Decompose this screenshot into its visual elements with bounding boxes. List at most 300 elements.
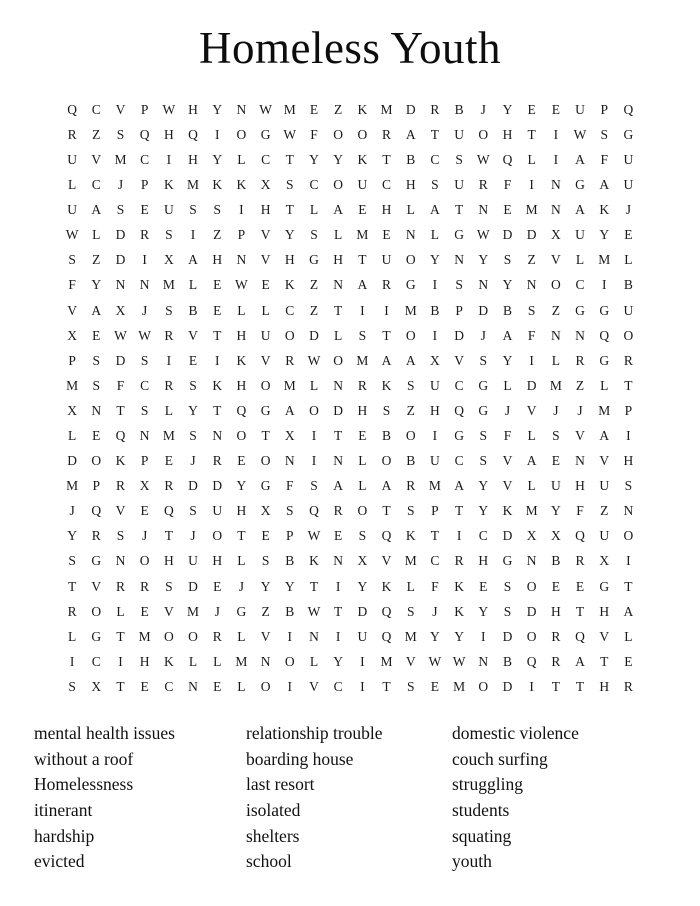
grid-letter[interactable]: G bbox=[478, 402, 489, 418]
grid-letter[interactable]: V bbox=[502, 453, 513, 469]
grid-letter[interactable]: K bbox=[405, 528, 416, 544]
grid-letter[interactable]: U bbox=[163, 202, 174, 218]
grid-letter[interactable]: N bbox=[550, 202, 561, 218]
grid-letter[interactable]: W bbox=[307, 352, 321, 368]
grid-letter[interactable]: M bbox=[283, 377, 296, 393]
word-list-item[interactable]: boarding house bbox=[246, 748, 354, 769]
grid-letter[interactable]: P bbox=[68, 352, 76, 368]
grid-letter[interactable]: D bbox=[309, 327, 319, 343]
grid-letter[interactable]: S bbox=[406, 377, 415, 393]
grid-letter[interactable]: L bbox=[237, 151, 246, 167]
grid-letter[interactable]: T bbox=[116, 402, 125, 418]
grid-letter[interactable]: H bbox=[575, 478, 585, 494]
grid-letter[interactable]: H bbox=[163, 126, 174, 142]
grid-letter[interactable]: Y bbox=[502, 101, 513, 117]
grid-letter[interactable]: T bbox=[382, 503, 391, 519]
grid-letter[interactable]: T bbox=[116, 678, 125, 694]
grid-letter[interactable]: G bbox=[405, 277, 416, 293]
grid-letter[interactable]: P bbox=[140, 101, 149, 117]
grid-letter[interactable]: I bbox=[142, 252, 147, 268]
grid-letter[interactable]: L bbox=[406, 578, 415, 594]
grid-letter[interactable]: L bbox=[67, 177, 77, 193]
grid-letter[interactable]: Q bbox=[188, 126, 198, 142]
grid-letter[interactable]: V bbox=[502, 478, 513, 494]
grid-letter[interactable]: E bbox=[382, 227, 391, 243]
grid-letter[interactable]: M bbox=[598, 252, 611, 268]
grid-letter[interactable]: D bbox=[188, 478, 198, 494]
word-list-item[interactable]: squating bbox=[452, 825, 512, 846]
word-list-item[interactable]: itinerant bbox=[34, 800, 93, 821]
grid-letter[interactable]: S bbox=[406, 603, 415, 619]
grid-letter[interactable]: S bbox=[189, 503, 197, 519]
grid-letter[interactable]: V bbox=[575, 428, 585, 444]
grid-letter[interactable]: R bbox=[382, 126, 392, 142]
grid-letter[interactable]: V bbox=[309, 678, 319, 694]
grid-letter[interactable]: C bbox=[575, 277, 585, 293]
grid-letter[interactable]: H bbox=[284, 252, 295, 268]
grid-letter[interactable]: H bbox=[405, 177, 416, 193]
grid-letter[interactable]: S bbox=[92, 377, 101, 393]
grid-letter[interactable]: W bbox=[307, 528, 321, 544]
grid-letter[interactable]: E bbox=[140, 678, 149, 694]
grid-letter[interactable]: S bbox=[455, 277, 463, 293]
grid-letter[interactable]: T bbox=[454, 202, 464, 218]
grid-letter[interactable]: O bbox=[357, 126, 368, 142]
grid-letter[interactable]: W bbox=[452, 653, 466, 669]
grid-letter[interactable]: Z bbox=[527, 252, 536, 268]
grid-letter[interactable]: Y bbox=[454, 628, 464, 644]
grid-letter[interactable]: G bbox=[91, 553, 102, 569]
grid-letter[interactable]: T bbox=[600, 653, 609, 669]
grid-letter[interactable]: T bbox=[261, 428, 270, 444]
grid-letter[interactable]: K bbox=[284, 277, 295, 293]
grid-letter[interactable]: F bbox=[286, 478, 294, 494]
grid-letter[interactable]: O bbox=[550, 277, 561, 293]
grid-letter[interactable]: X bbox=[67, 327, 77, 343]
grid-letter[interactable]: A bbox=[405, 352, 416, 368]
grid-letter[interactable]: C bbox=[285, 302, 295, 318]
word-list-item[interactable]: Homelessness bbox=[34, 774, 134, 795]
grid-letter[interactable]: J bbox=[625, 202, 632, 218]
grid-letter[interactable]: W bbox=[573, 126, 587, 142]
grid-letter[interactable]: L bbox=[92, 227, 101, 243]
grid-letter[interactable]: Y bbox=[67, 528, 77, 544]
grid-letter[interactable]: L bbox=[237, 302, 246, 318]
grid-letter[interactable]: H bbox=[333, 252, 344, 268]
grid-letter[interactable]: S bbox=[406, 678, 415, 694]
grid-letter[interactable]: R bbox=[115, 478, 125, 494]
grid-letter[interactable]: T bbox=[575, 678, 585, 694]
grid-letter[interactable]: X bbox=[260, 503, 271, 519]
grid-letter[interactable]: B bbox=[502, 302, 512, 318]
grid-letter[interactable]: W bbox=[283, 126, 297, 142]
grid-letter[interactable]: S bbox=[68, 678, 76, 694]
grid-letter[interactable]: I bbox=[69, 653, 75, 669]
grid-letter[interactable]: V bbox=[115, 101, 126, 117]
grid-letter[interactable]: Z bbox=[551, 302, 560, 318]
grid-letter[interactable]: R bbox=[454, 553, 464, 569]
grid-letter[interactable]: U bbox=[212, 503, 223, 519]
grid-letter[interactable]: D bbox=[357, 603, 368, 619]
grid-letter[interactable]: J bbox=[190, 453, 196, 469]
grid-letter[interactable]: E bbox=[213, 277, 222, 293]
grid-letter[interactable]: F bbox=[527, 327, 536, 343]
grid-letter[interactable]: M bbox=[187, 603, 200, 619]
grid-letter[interactable]: G bbox=[260, 126, 271, 142]
grid-letter[interactable]: G bbox=[599, 302, 610, 318]
grid-letter[interactable]: L bbox=[575, 252, 585, 268]
grid-letter[interactable]: F bbox=[310, 126, 318, 142]
grid-letter[interactable]: O bbox=[309, 402, 319, 418]
grid-letter[interactable]: I bbox=[214, 352, 220, 368]
word-list-item[interactable]: youth bbox=[452, 851, 492, 872]
grid-letter[interactable]: S bbox=[189, 202, 197, 218]
grid-letter[interactable]: G bbox=[478, 377, 489, 393]
grid-letter[interactable]: C bbox=[382, 177, 392, 193]
grid-letter[interactable]: J bbox=[142, 302, 148, 318]
grid-letter[interactable]: A bbox=[599, 428, 610, 444]
grid-letter[interactable]: U bbox=[67, 202, 77, 218]
grid-letter[interactable]: S bbox=[552, 428, 560, 444]
grid-letter[interactable]: A bbox=[599, 177, 610, 193]
grid-letter[interactable]: I bbox=[287, 628, 293, 644]
grid-letter[interactable]: U bbox=[357, 177, 368, 193]
grid-letter[interactable]: N bbox=[115, 553, 126, 569]
grid-letter[interactable]: A bbox=[526, 453, 537, 469]
grid-letter[interactable]: Z bbox=[309, 277, 319, 293]
grid-letter[interactable]: K bbox=[163, 177, 174, 193]
grid-letter[interactable]: O bbox=[236, 126, 247, 142]
grid-letter[interactable]: C bbox=[430, 151, 440, 167]
grid-letter[interactable]: N bbox=[550, 177, 561, 193]
grid-letter[interactable]: C bbox=[333, 678, 343, 694]
grid-letter[interactable]: Z bbox=[406, 402, 415, 418]
grid-letter[interactable]: O bbox=[260, 453, 271, 469]
grid-letter[interactable]: E bbox=[334, 528, 343, 544]
grid-letter[interactable]: I bbox=[360, 302, 365, 318]
grid-letter[interactable]: X bbox=[115, 302, 126, 318]
grid-letter[interactable]: O bbox=[405, 252, 416, 268]
grid-letter[interactable]: A bbox=[91, 202, 102, 218]
grid-letter[interactable]: T bbox=[358, 252, 367, 268]
grid-letter[interactable]: S bbox=[382, 402, 391, 418]
grid-letter[interactable]: N bbox=[139, 277, 150, 293]
grid-letter[interactable]: N bbox=[236, 101, 247, 117]
grid-letter[interactable]: M bbox=[598, 402, 611, 418]
grid-letter[interactable]: M bbox=[235, 653, 248, 669]
grid-letter[interactable]: R bbox=[212, 628, 222, 644]
grid-letter[interactable]: K bbox=[163, 653, 174, 669]
grid-letter[interactable]: X bbox=[91, 678, 102, 694]
grid-letter[interactable]: Y bbox=[599, 227, 610, 243]
grid-letter[interactable]: E bbox=[551, 578, 560, 594]
grid-letter[interactable]: R bbox=[285, 352, 295, 368]
grid-letter[interactable]: O bbox=[405, 327, 416, 343]
grid-letter[interactable]: O bbox=[526, 628, 537, 644]
grid-letter[interactable]: L bbox=[430, 227, 440, 243]
grid-letter[interactable]: A bbox=[284, 402, 295, 418]
grid-letter[interactable]: I bbox=[529, 352, 534, 368]
word-list-item[interactable]: isolated bbox=[246, 800, 301, 821]
grid-letter[interactable]: K bbox=[212, 377, 223, 393]
grid-letter[interactable]: O bbox=[405, 428, 416, 444]
grid-letter[interactable]: H bbox=[236, 377, 247, 393]
grid-letter[interactable]: L bbox=[527, 151, 536, 167]
grid-letter[interactable]: R bbox=[91, 528, 101, 544]
grid-letter[interactable]: Q bbox=[139, 126, 150, 142]
grid-letter[interactable]: F bbox=[116, 377, 125, 393]
grid-letter[interactable]: P bbox=[600, 101, 608, 117]
grid-letter[interactable]: S bbox=[116, 126, 125, 142]
grid-letter[interactable]: E bbox=[213, 578, 222, 594]
grid-letter[interactable]: T bbox=[382, 678, 391, 694]
grid-letter[interactable]: D bbox=[188, 578, 198, 594]
word-list-item[interactable]: students bbox=[452, 800, 510, 821]
grid-letter[interactable]: T bbox=[213, 402, 222, 418]
grid-letter[interactable]: K bbox=[502, 503, 513, 519]
grid-letter[interactable]: O bbox=[333, 177, 344, 193]
grid-letter[interactable]: B bbox=[551, 553, 561, 569]
grid-letter[interactable]: S bbox=[624, 478, 633, 494]
grid-letter[interactable]: V bbox=[188, 327, 198, 343]
grid-letter[interactable]: I bbox=[335, 628, 341, 644]
grid-letter[interactable]: H bbox=[599, 603, 610, 619]
grid-letter[interactable]: S bbox=[116, 528, 125, 544]
grid-letter[interactable]: W bbox=[428, 653, 442, 669]
grid-letter[interactable]: E bbox=[164, 453, 173, 469]
grid-letter[interactable]: S bbox=[358, 528, 367, 544]
grid-letter[interactable]: H bbox=[478, 553, 489, 569]
grid-letter[interactable]: Y bbox=[478, 252, 489, 268]
grid-letter[interactable]: X bbox=[357, 553, 368, 569]
grid-letter[interactable]: Y bbox=[212, 101, 223, 117]
grid-letter[interactable]: S bbox=[68, 252, 76, 268]
grid-letter[interactable]: W bbox=[235, 277, 248, 293]
grid-letter[interactable]: I bbox=[166, 352, 172, 368]
grid-letter[interactable]: K bbox=[599, 202, 610, 218]
grid-letter[interactable]: T bbox=[285, 202, 294, 218]
grid-letter[interactable]: H bbox=[236, 503, 247, 519]
grid-letter[interactable]: E bbox=[140, 503, 149, 519]
grid-letter[interactable]: Y bbox=[430, 628, 440, 644]
grid-letter[interactable]: O bbox=[478, 678, 489, 694]
grid-letter[interactable]: T bbox=[309, 578, 319, 594]
grid-letter[interactable]: Q bbox=[236, 402, 247, 418]
grid-letter[interactable]: V bbox=[599, 453, 610, 469]
grid-letter[interactable]: J bbox=[190, 528, 196, 544]
grid-letter[interactable]: Q bbox=[381, 603, 392, 619]
grid-letter[interactable]: Z bbox=[575, 377, 585, 393]
grid-letter[interactable]: H bbox=[599, 678, 610, 694]
grid-letter[interactable]: R bbox=[164, 327, 174, 343]
grid-letter[interactable]: O bbox=[188, 628, 198, 644]
grid-letter[interactable]: S bbox=[140, 352, 149, 368]
grid-letter[interactable]: T bbox=[624, 377, 633, 393]
word-list-item[interactable]: evicted bbox=[34, 851, 85, 872]
grid-letter[interactable]: W bbox=[476, 227, 490, 243]
grid-letter[interactable]: H bbox=[139, 653, 150, 669]
grid-letter[interactable]: I bbox=[553, 151, 559, 167]
grid-letter[interactable]: D bbox=[478, 302, 489, 318]
grid-letter[interactable]: S bbox=[261, 553, 270, 569]
grid-letter[interactable]: I bbox=[553, 126, 559, 142]
word-list-item[interactable]: couch surfing bbox=[452, 748, 548, 769]
grid-letter[interactable]: L bbox=[503, 377, 512, 393]
grid-letter[interactable]: H bbox=[550, 603, 561, 619]
grid-letter[interactable]: L bbox=[237, 678, 246, 694]
grid-letter[interactable]: A bbox=[333, 478, 344, 494]
grid-letter[interactable]: N bbox=[284, 453, 295, 469]
grid-letter[interactable]: G bbox=[91, 628, 102, 644]
grid-letter[interactable]: R bbox=[140, 578, 150, 594]
grid-letter[interactable]: D bbox=[526, 227, 537, 243]
grid-letter[interactable]: E bbox=[624, 227, 633, 243]
grid-letter[interactable]: M bbox=[66, 478, 79, 494]
grid-letter[interactable]: U bbox=[260, 327, 271, 343]
grid-letter[interactable]: L bbox=[237, 628, 246, 644]
grid-letter[interactable]: L bbox=[309, 653, 319, 669]
grid-letter[interactable]: E bbox=[624, 653, 633, 669]
grid-letter[interactable]: T bbox=[430, 126, 440, 142]
grid-letter[interactable]: A bbox=[188, 252, 198, 268]
grid-letter[interactable]: M bbox=[356, 352, 369, 368]
grid-letter[interactable]: U bbox=[575, 101, 585, 117]
grid-letter[interactable]: Q bbox=[163, 503, 174, 519]
grid-letter[interactable]: D bbox=[115, 352, 126, 368]
grid-letter[interactable]: I bbox=[601, 277, 607, 293]
grid-letter[interactable]: N bbox=[575, 327, 585, 343]
grid-letter[interactable]: U bbox=[623, 302, 634, 318]
grid-letter[interactable]: L bbox=[358, 453, 367, 469]
grid-letter[interactable]: O bbox=[91, 603, 102, 619]
grid-letter[interactable]: M bbox=[162, 277, 175, 293]
grid-letter[interactable]: L bbox=[188, 277, 198, 293]
grid-letter[interactable]: P bbox=[431, 503, 439, 519]
grid-letter[interactable]: U bbox=[623, 151, 634, 167]
grid-letter[interactable]: V bbox=[526, 402, 537, 418]
grid-letter[interactable]: R bbox=[430, 101, 440, 117]
word-list-item[interactable]: struggling bbox=[452, 774, 523, 795]
grid-letter[interactable]: P bbox=[455, 302, 463, 318]
grid-letter[interactable]: S bbox=[479, 352, 488, 368]
grid-letter[interactable]: I bbox=[456, 528, 462, 544]
grid-letter[interactable]: X bbox=[599, 553, 610, 569]
grid-letter[interactable]: N bbox=[478, 653, 489, 669]
grid-letter[interactable]: Q bbox=[67, 101, 77, 117]
grid-letter[interactable]: Y bbox=[357, 578, 368, 594]
grid-letter[interactable]: V bbox=[381, 553, 392, 569]
grid-letter[interactable]: L bbox=[164, 402, 173, 418]
grid-letter[interactable]: N bbox=[405, 227, 416, 243]
grid-letter[interactable]: C bbox=[454, 453, 464, 469]
grid-letter[interactable]: C bbox=[140, 151, 150, 167]
grid-letter[interactable]: E bbox=[92, 428, 101, 444]
grid-letter[interactable]: X bbox=[430, 352, 440, 368]
word-list-item[interactable]: school bbox=[246, 851, 292, 872]
grid-letter[interactable]: L bbox=[624, 252, 633, 268]
grid-letter[interactable]: K bbox=[212, 177, 223, 193]
grid-letter[interactable]: A bbox=[333, 202, 344, 218]
grid-letter[interactable]: H bbox=[188, 101, 198, 117]
grid-letter[interactable]: O bbox=[163, 628, 174, 644]
grid-letter[interactable]: Y bbox=[502, 352, 513, 368]
grid-letter[interactable]: D bbox=[454, 327, 464, 343]
grid-letter[interactable]: O bbox=[333, 352, 344, 368]
grid-letter[interactable]: E bbox=[551, 101, 560, 117]
grid-letter[interactable]: I bbox=[360, 678, 365, 694]
grid-letter[interactable]: Q bbox=[454, 402, 464, 418]
grid-letter[interactable]: K bbox=[357, 101, 368, 117]
grid-letter[interactable]: I bbox=[529, 177, 534, 193]
grid-letter[interactable]: G bbox=[502, 553, 513, 569]
grid-letter[interactable]: A bbox=[454, 478, 464, 494]
grid-letter[interactable]: O bbox=[236, 428, 247, 444]
grid-letter[interactable]: J bbox=[432, 603, 438, 619]
grid-letter[interactable]: L bbox=[551, 352, 560, 368]
grid-letter[interactable]: V bbox=[260, 252, 271, 268]
grid-letter[interactable]: I bbox=[432, 327, 438, 343]
grid-letter[interactable]: J bbox=[577, 402, 583, 418]
grid-letter[interactable]: Q bbox=[381, 528, 392, 544]
grid-letter[interactable]: X bbox=[260, 177, 271, 193]
word-list-item[interactable]: relationship trouble bbox=[246, 723, 383, 744]
grid-letter[interactable]: Y bbox=[284, 227, 295, 243]
grid-letter[interactable]: X bbox=[163, 252, 174, 268]
grid-letter[interactable]: R bbox=[164, 377, 174, 393]
grid-letter[interactable]: U bbox=[623, 177, 634, 193]
grid-letter[interactable]: W bbox=[114, 327, 127, 343]
grid-letter[interactable]: E bbox=[503, 202, 512, 218]
grid-letter[interactable]: I bbox=[360, 653, 365, 669]
grid-letter[interactable]: P bbox=[237, 227, 246, 243]
grid-letter[interactable]: O bbox=[212, 528, 223, 544]
grid-letter[interactable]: V bbox=[260, 628, 271, 644]
grid-letter[interactable]: B bbox=[285, 553, 295, 569]
grid-letter[interactable]: H bbox=[163, 553, 174, 569]
grid-letter[interactable]: U bbox=[188, 553, 198, 569]
grid-letter[interactable]: D bbox=[212, 478, 223, 494]
grid-letter[interactable]: L bbox=[334, 227, 343, 243]
grid-letter[interactable]: O bbox=[284, 653, 295, 669]
grid-letter[interactable]: I bbox=[214, 126, 220, 142]
grid-letter[interactable]: R bbox=[333, 503, 343, 519]
grid-letter[interactable]: S bbox=[189, 377, 197, 393]
grid-letter[interactable]: L bbox=[600, 377, 609, 393]
grid-letter[interactable]: R bbox=[551, 653, 561, 669]
grid-letter[interactable]: K bbox=[357, 151, 368, 167]
grid-letter[interactable]: I bbox=[626, 428, 631, 444]
grid-letter[interactable]: Z bbox=[92, 126, 101, 142]
grid-letter[interactable]: J bbox=[214, 603, 220, 619]
grid-letter[interactable]: D bbox=[502, 227, 513, 243]
grid-letter[interactable]: X bbox=[526, 528, 537, 544]
grid-letter[interactable]: S bbox=[165, 302, 173, 318]
grid-letter[interactable]: W bbox=[307, 603, 321, 619]
grid-letter[interactable]: B bbox=[285, 603, 295, 619]
grid-letter[interactable]: I bbox=[311, 428, 317, 444]
grid-letter[interactable]: L bbox=[309, 202, 319, 218]
grid-letter[interactable]: A bbox=[623, 603, 634, 619]
grid-letter[interactable]: V bbox=[67, 302, 77, 318]
grid-letter[interactable]: T bbox=[285, 151, 294, 167]
grid-letter[interactable]: L bbox=[67, 428, 77, 444]
grid-letter[interactable]: S bbox=[310, 227, 318, 243]
grid-letter[interactable]: H bbox=[212, 252, 223, 268]
grid-letter[interactable]: G bbox=[623, 126, 634, 142]
grid-letter[interactable]: C bbox=[140, 377, 150, 393]
grid-letter[interactable]: N bbox=[623, 503, 634, 519]
grid-letter[interactable]: W bbox=[162, 101, 176, 117]
